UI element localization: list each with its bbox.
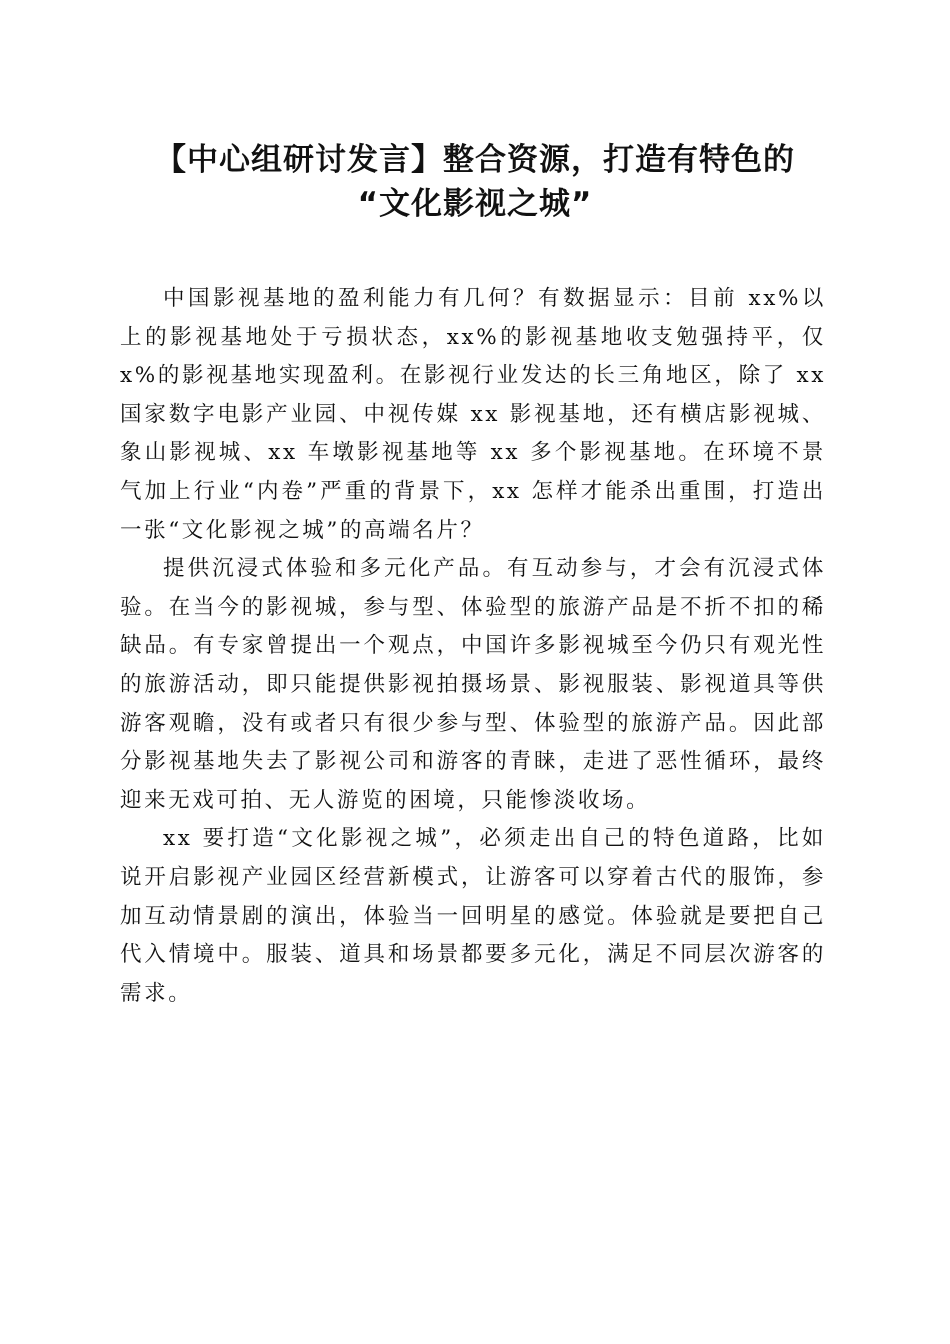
paragraph-2: 提供沉浸式体验和多元化产品。有互动参与，才会有沉浸式体验。在当今的影视城，参与型、体验型的旅游产品是不折不扣的稀缺品。有专家曾提出一个观点，中国许多影视城至今仍只有观光性的旅游活动，即只能提供影视拍摄场景、影视服装、影视道具等供游客观瞻，没有或者只有很少参与型、体验型的旅游产品。因此部分影视基地失去了影视公司和游客的青睐，走进了恶性循环，最终迎来无戏可拍、无人游览的困境，只能惨淡收场。 — [120, 556, 826, 813]
title-line-2: “文化影视之城” — [357, 186, 593, 222]
paragraph-3: xx 要打造“文化影视之城”，必须走出自己的特色道路，比如说开启影视产业园区经营新模式，让游客可以穿着古代的服饰，参加互动情景剧的演出，体验当一回明星的感觉。体验就是要把自己代入情境中。服装、道具和场景都要多元化，满足不同层次游客的需求。 — [120, 826, 826, 1006]
paragraph-1: 中国影视基地的盈利能力有几何？有数据显示：目前 xx%以上的影视基地处于亏损状态，xx%的影视基地收支勉强持平，仅 x%的影视基地实现盈利。在影视行业发达的长三角地区，除了 xx 国家数字电影产业园、中视传媒 xx 影视基地，还有横店影视城、象山影视城、xx 车墩影视基地等 xx 多个影视基地。在环境不景气加上行业“内卷”严重的背景下，xx 怎样才能杀出重围，打造出一张“文化影视之城”的高端名片？ — [120, 286, 826, 543]
title-line-1: 【中心组研讨发言】整合资源，打造有特色的 — [155, 142, 795, 178]
document-title — [100, 138, 850, 226]
document-body — [120, 280, 826, 1013]
